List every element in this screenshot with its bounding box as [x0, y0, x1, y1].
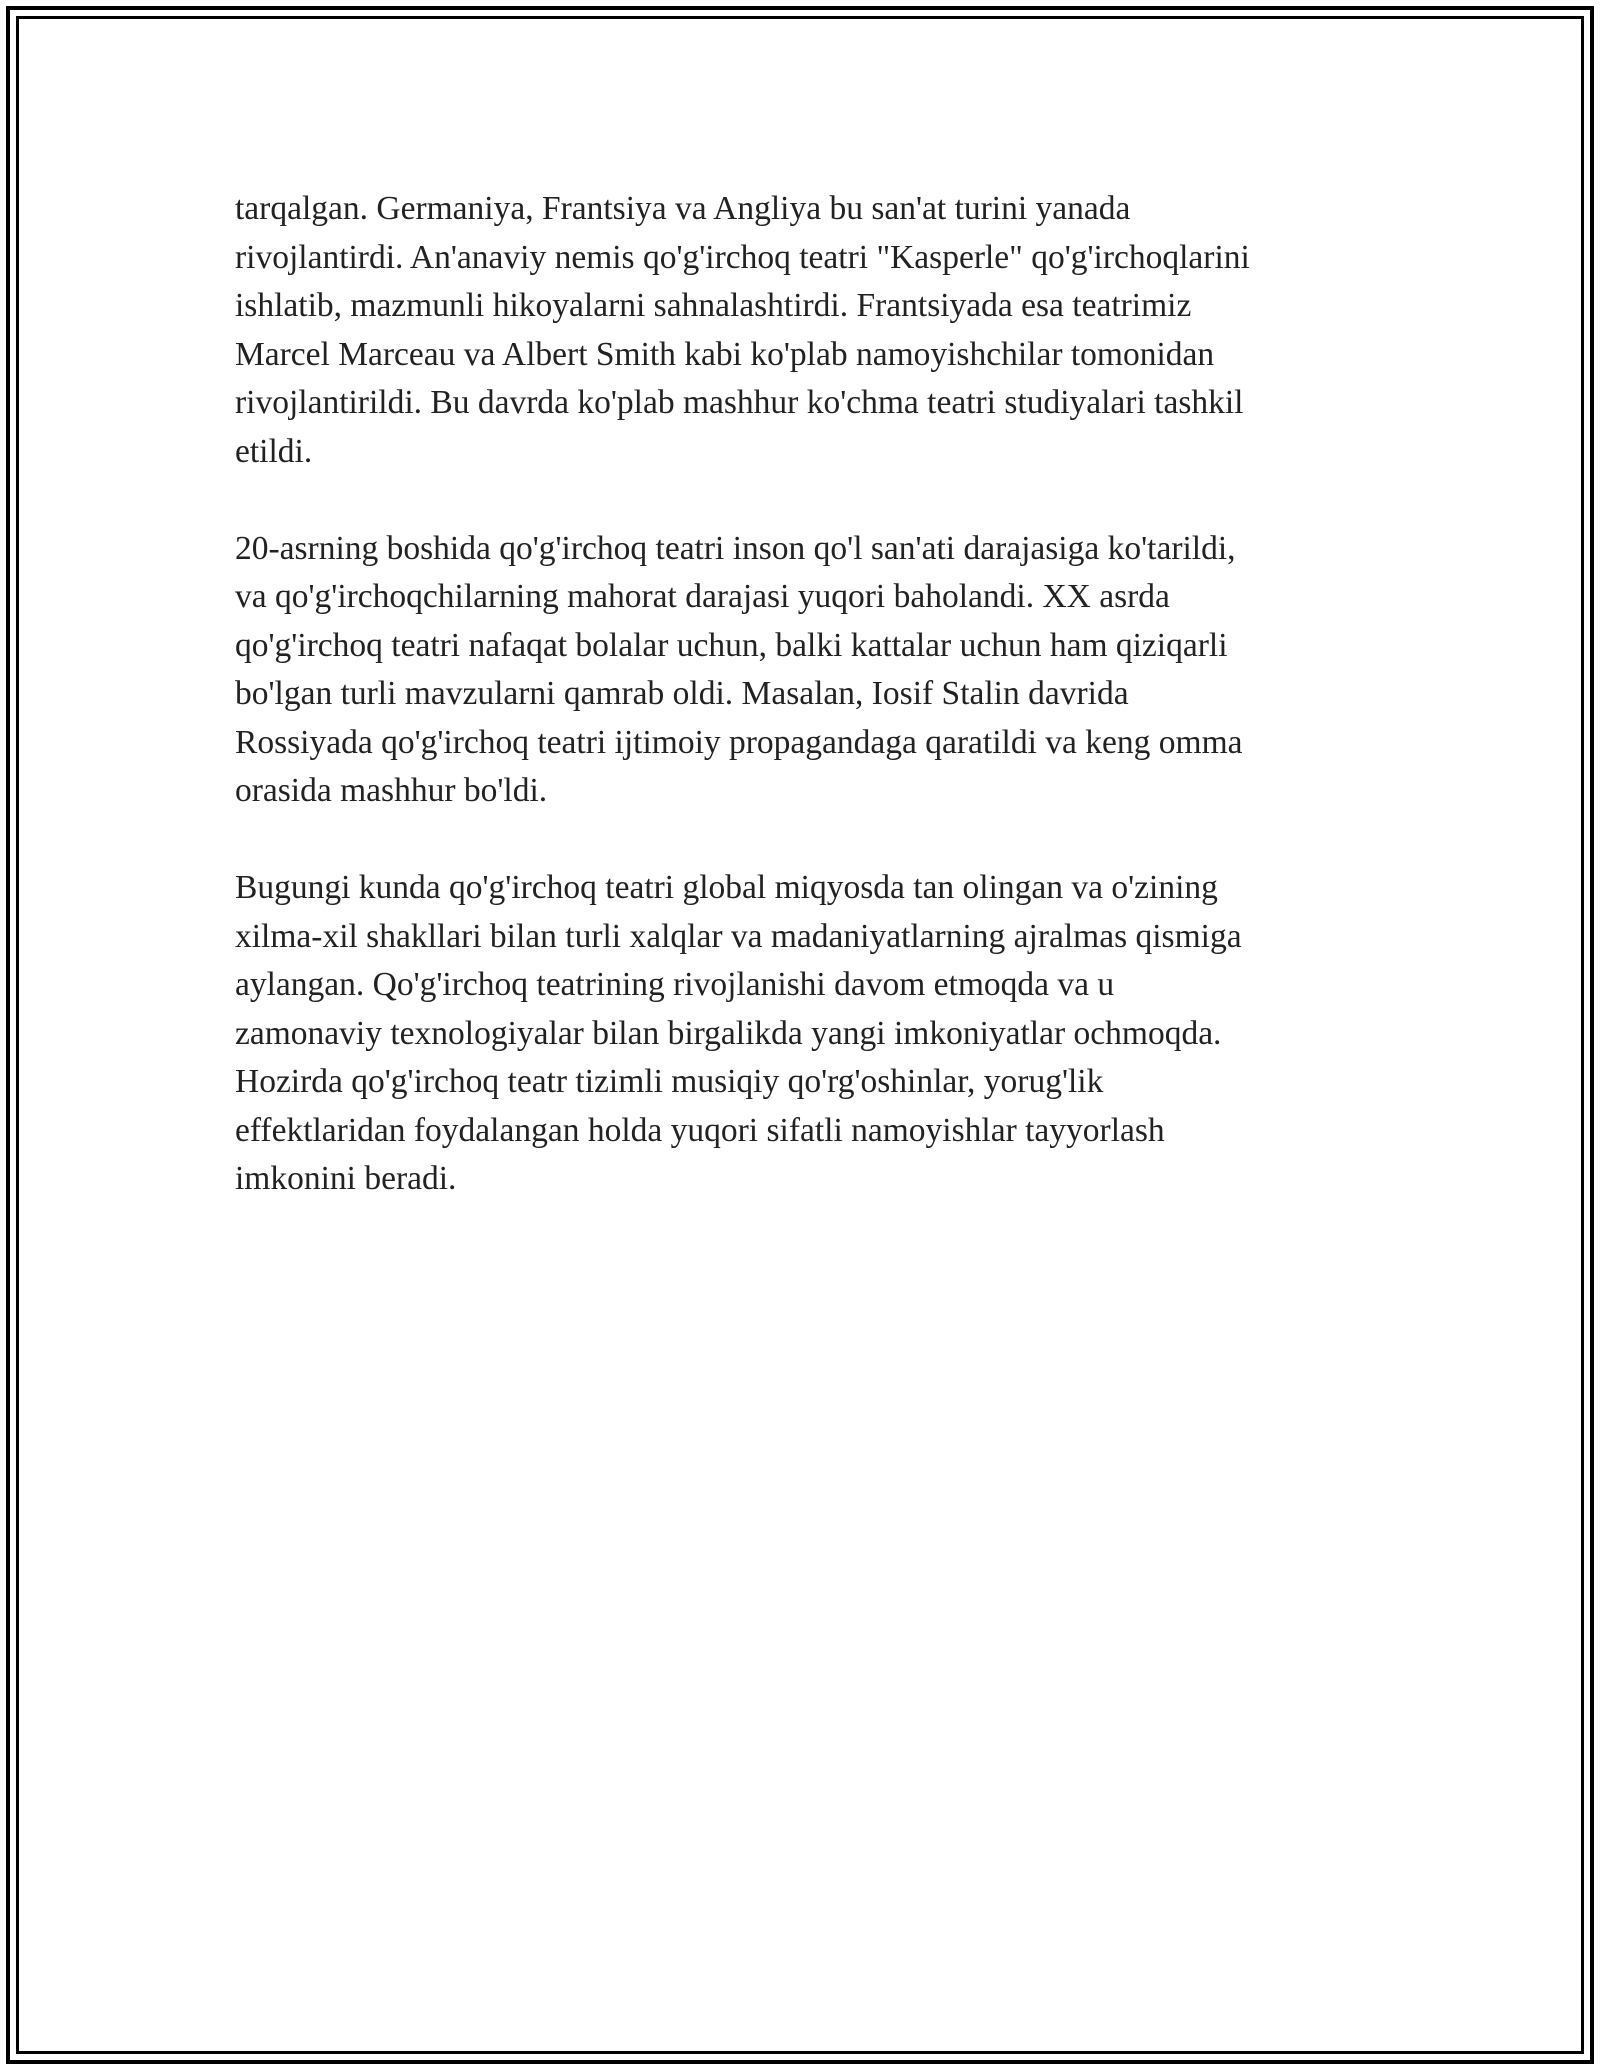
text-line: bo'lgan turli mavzularni qamrab oldi. Masalan, Iosif Stalin davrida: [235, 675, 1129, 712]
text-line: Marcel Marceau va Albert Smith kabi ko'plab namoyishchilar tomonidan: [235, 335, 1215, 373]
paragraph-3: [235, 864, 1375, 1204]
text-line: etildi.: [235, 432, 313, 470]
document-body: [235, 185, 1375, 1252]
text-line: aylangan. Qo'g'irchoq teatrining rivojlanishi davom etmoqda va u: [235, 966, 1115, 1003]
text-line: tarqalgan. Germaniya, Frantsiya va Angliya bu san'at turini yanada: [235, 190, 1131, 227]
text-line: xilma-xil shakllari bilan turli xalqlar va madaniyatlarning ajralmas qismiga: [235, 917, 1242, 955]
text-line: Bugungi kunda qo'g'irchoq teatri global miqyosda tan olingan va o'zining: [235, 869, 1218, 906]
text-line: rivojlantirildi. Bu davrda ko'plab mashhur ko'chma teatri studiyalari tashkil: [235, 384, 1244, 421]
paragraph-2: [235, 525, 1375, 816]
text-line: rivojlantirdi. An'anaviy nemis qo'g'irchoq teatri "Kasperle" qo'g'irchoqlarini: [235, 238, 1250, 276]
text-line: zamonaviy texnologiyalar bilan birgalikda yangi imkoniyatlar ochmoqda.: [235, 1014, 1222, 1052]
text-line: qo'g'irchoq teatri nafaqat bolalar uchun, balki kattalar uchun ham qiziqarli: [235, 626, 1228, 664]
text-line: 20-asrning boshida qo'g'irchoq teatri inson qo'l san'ati darajasiga ko'tarildi,: [235, 529, 1236, 567]
text-line: orasida mashhur bo'ldi.: [235, 772, 548, 809]
text-line: effektlaridan foydalangan holda yuqori sifatli namoyishlar tayyorlash: [235, 1111, 1165, 1149]
text-line: imkonini beradi.: [235, 1160, 457, 1197]
paragraph-1: [235, 185, 1375, 476]
text-line: Rossiyada qo'g'irchoq teatri ijtimoiy propagandaga qaratildi va keng omma: [235, 723, 1243, 761]
text-line: va qo'g'irchoqchilarning mahorat darajasi yuqori baholandi. XX asrda: [235, 578, 1170, 615]
text-line: Hozirda qo'g'irchoq teatr tizimli musiqiy qo'rg'oshinlar, yorug'lik: [235, 1063, 1104, 1100]
text-line: ishlatib, mazmunli hikoyalarni sahnalashtirdi. Frantsiyada esa teatrimiz: [235, 287, 1192, 324]
